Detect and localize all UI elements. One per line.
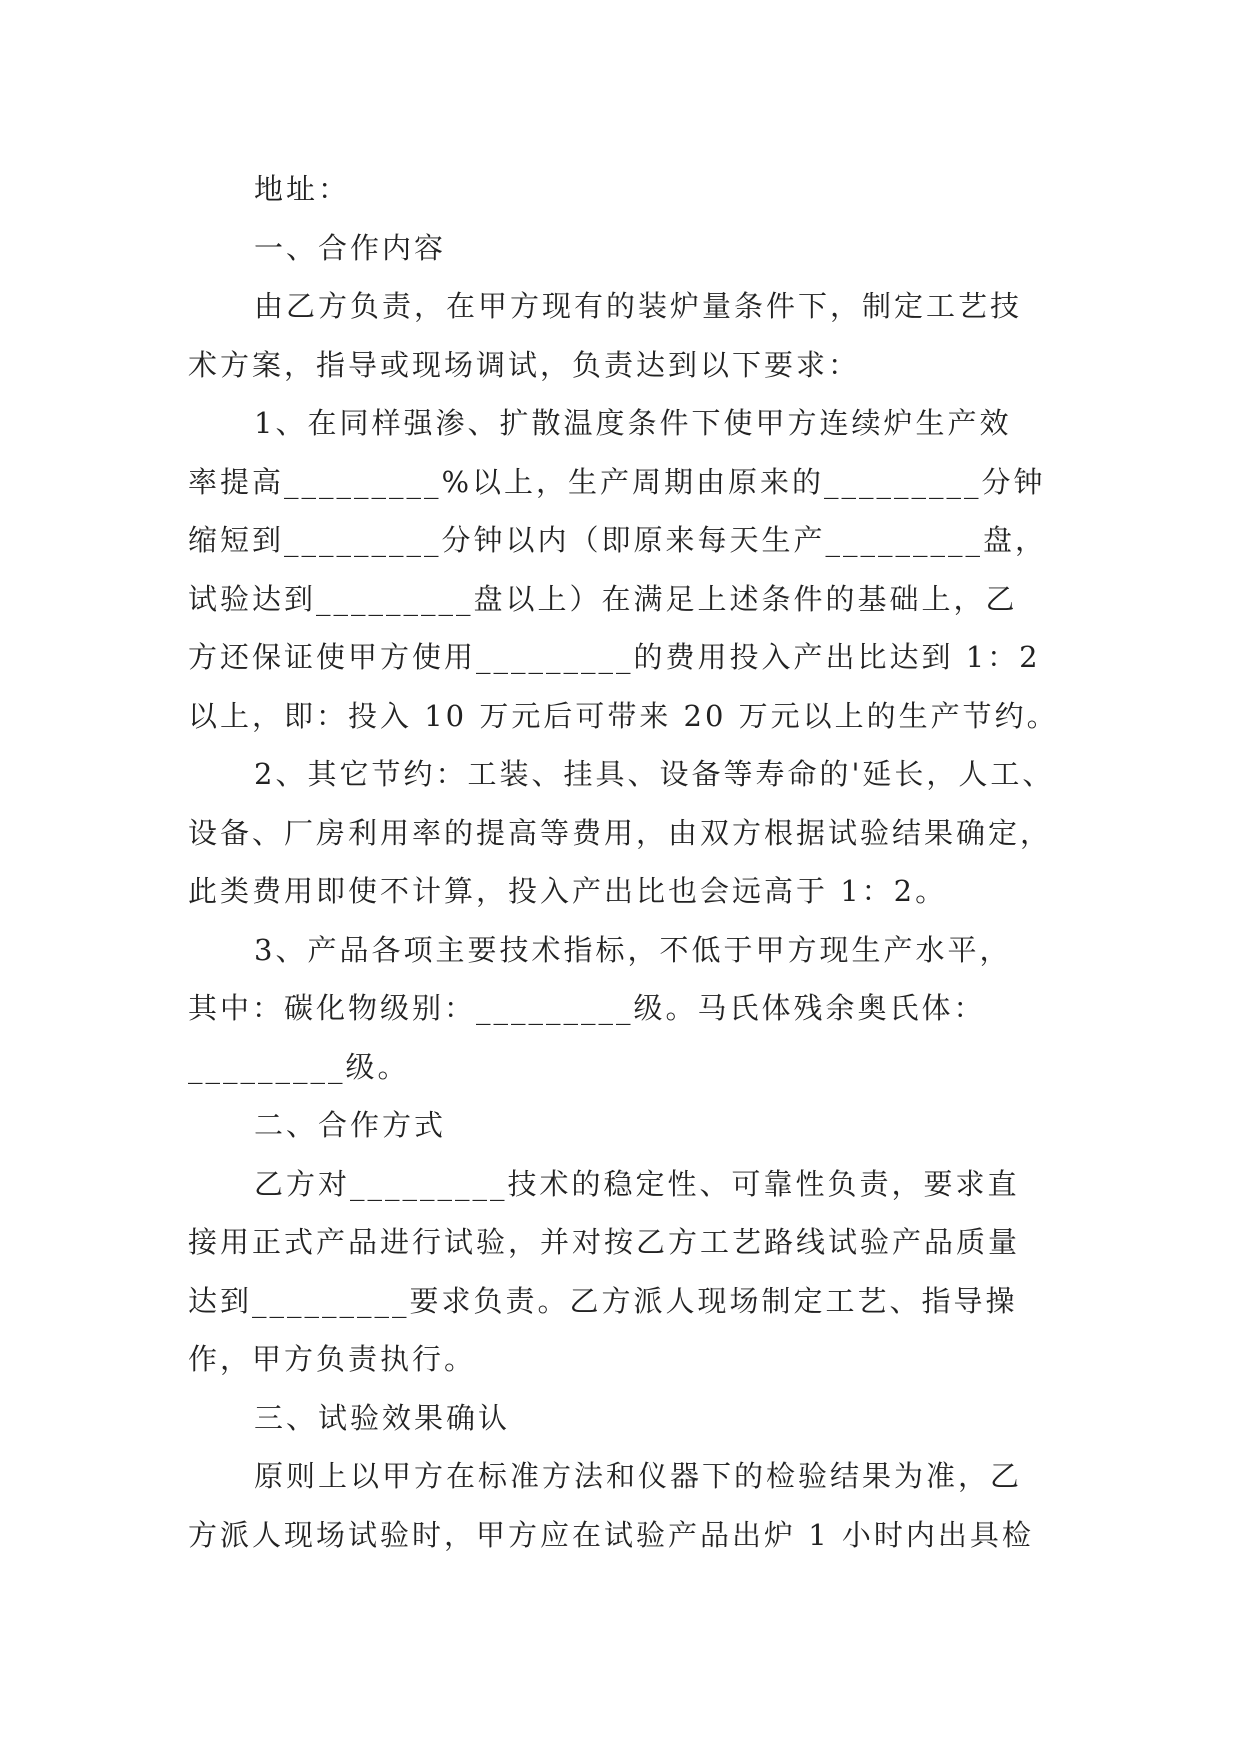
paragraph-line: 原则上以甲方在标准方法和仪器下的检验结果为准，乙 — [254, 1459, 1023, 1493]
paragraph-line: 术方案，指导或现场调试，负责达到以下要求： — [188, 347, 861, 382]
paragraph-line: 试验达到_________盘以上）在满足上述条件的基础上，乙 — [188, 581, 1018, 616]
paragraph-line: 设备、厂房利用率的提高等费用，由双方根据试验结果确定， — [188, 815, 1053, 850]
paragraph-line: 由乙方负责，在甲方现有的装炉量条件下，制定工艺技 — [254, 289, 1023, 323]
section-heading-cooperation-content: 一、合作内容 — [254, 230, 447, 265]
paragraph-line: 作，甲方负责执行。 — [188, 1342, 477, 1376]
paragraph-line: 其中：碳化物级别：_________级。马氏体残余奥氏体： — [188, 991, 986, 1025]
paragraph-line: 接用正式产品进行试验，并对按乙方工艺路线试验产品质量 — [188, 1225, 1021, 1259]
document-body — [188, 160, 1060, 1564]
paragraph-line: 3、产品各项主要技术指标，不低于甲方现生产水平， — [254, 932, 1012, 967]
paragraph-line: 缩短到_________分钟以内（即原来每天生产_________盘， — [188, 523, 1048, 557]
paragraph-line: 2、其它节约：工装、挂具、设备等寿命的'延长，人工、 — [254, 757, 1055, 791]
paragraph-line: 达到_________要求负责。乙方派人现场制定工艺、指导操 — [188, 1283, 1018, 1318]
paragraph-line: _________级。 — [188, 1049, 410, 1084]
paragraph-line: 率提高_________%以上，生产周期由原来的_________分钟 — [188, 464, 1046, 499]
paragraph-line: 方派人现场试验时，甲方应在试验产品出炉 1 小时内出具检 — [188, 1517, 1034, 1552]
paragraph-line: 方还保证使甲方使用_________的费用投入产出比达到 1：2 — [188, 640, 1041, 674]
paragraph-line: 1、在同样强渗、扩散温度条件下使甲方连续炉生产效 — [254, 406, 1012, 440]
address-line: 地址： — [254, 172, 351, 206]
section-heading-cooperation-method: 二、合作方式 — [254, 1108, 447, 1142]
paragraph-line: 此类费用即使不计算，投入产出比也会远高于 1：2。 — [188, 874, 948, 908]
paragraph-line: 乙方对_________技术的稳定性、可靠性负责，要求直 — [254, 1166, 1020, 1201]
section-heading-test-result-confirmation: 三、试验效果确认 — [254, 1400, 511, 1435]
paragraph-line: 以上，即：投入 10 万元后可带来 20 万元以上的生产节约。 — [188, 698, 1059, 733]
